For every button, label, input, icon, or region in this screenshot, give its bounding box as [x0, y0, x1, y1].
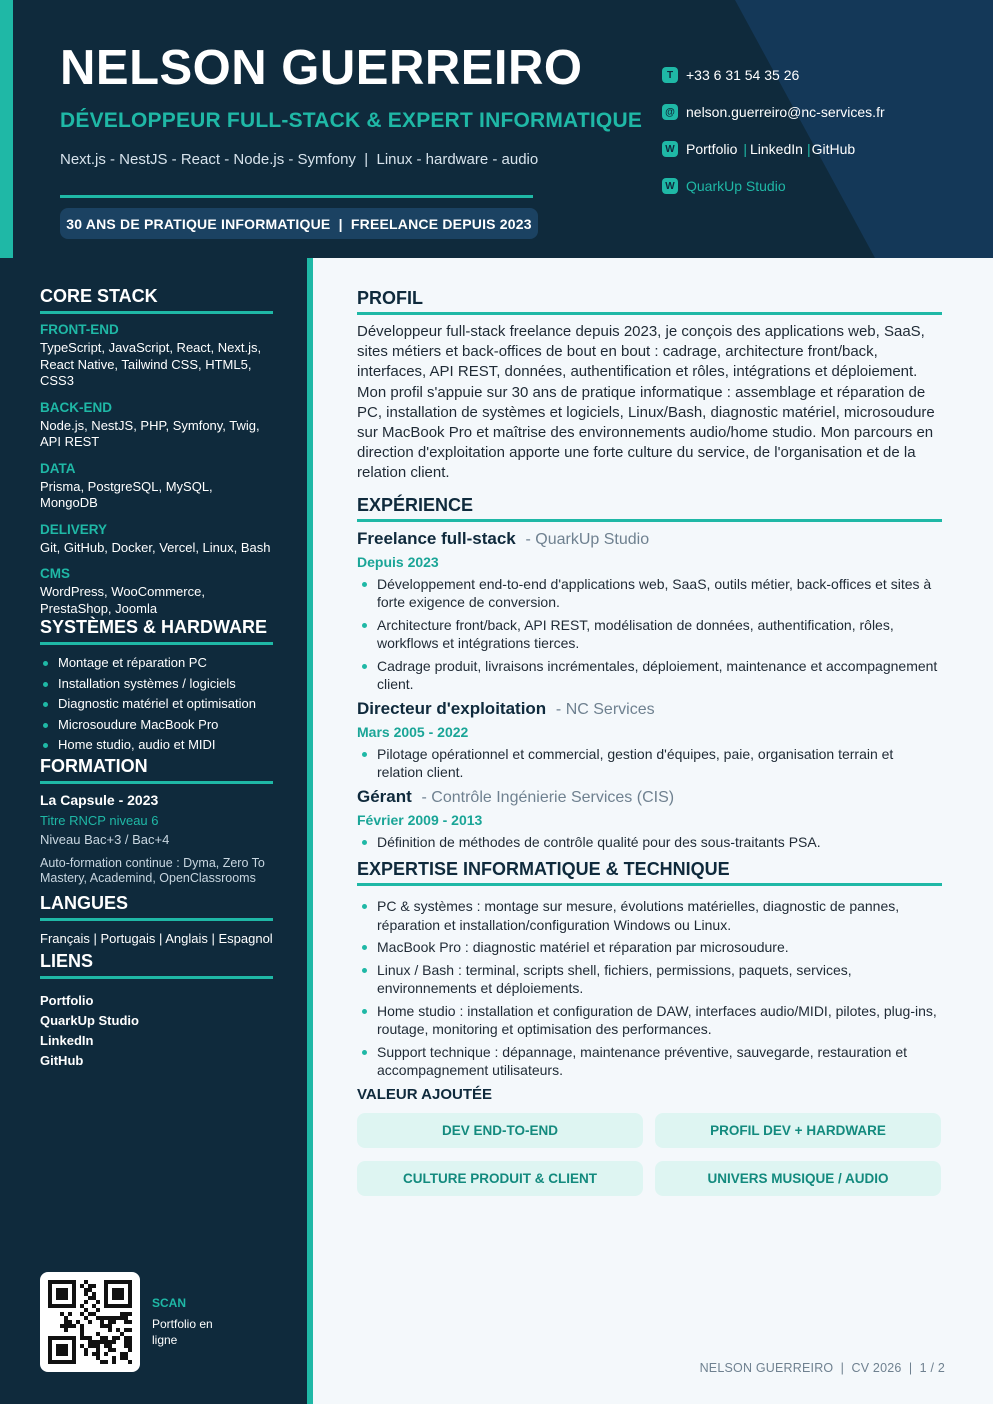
contact-list	[662, 66, 885, 214]
job-entry	[357, 699, 942, 782]
job-title: Gérant	[357, 786, 412, 806]
linkedin-link[interactable]: LinkedIn	[750, 141, 803, 157]
job-title-row	[357, 787, 942, 807]
sidebar-content	[40, 286, 273, 1071]
list-item: Définition de méthodes de contrôle qualité pour des sous-traitants PSA.	[357, 833, 942, 852]
job-entry	[357, 787, 942, 852]
email-icon: @	[662, 104, 678, 120]
value-heading: VALEUR AJOUTÉE	[357, 1085, 493, 1103]
job-dates: Depuis 2023	[357, 553, 439, 570]
job-bullets	[357, 575, 942, 694]
experience-badge: 30 ANS DE PRATIQUE INFORMATIQUE | FREELANCE DEPUIS 2023	[60, 208, 538, 239]
stack-group-label: BACK-END	[40, 399, 112, 415]
list-item: Montage et réparation PC	[40, 653, 273, 674]
systems-list	[40, 653, 273, 756]
expertise-bullets	[357, 897, 942, 1080]
stack-group-label: DELIVERY	[40, 521, 108, 537]
list-item: Diagnostic matériel et optimisation	[40, 694, 273, 715]
expertise-heading: EXPERTISE INFORMATIQUE & TECHNIQUE	[357, 859, 942, 886]
links-list	[40, 991, 273, 1071]
email-address[interactable]: nelson.guerreiro@nc-services.fr	[686, 104, 885, 120]
phone-icon: T	[662, 67, 678, 83]
formation-title: La Capsule - 2023	[40, 791, 159, 808]
experience-heading: EXPÉRIENCE	[357, 495, 942, 522]
job-title: Directeur d'exploitation	[357, 698, 547, 718]
web-icon: W	[662, 178, 678, 194]
stack-group-delivery	[40, 522, 273, 557]
link-github[interactable]: GitHub	[40, 1053, 84, 1068]
main-content	[357, 288, 942, 1196]
job-title-row	[357, 699, 942, 719]
portfolio-link[interactable]: Portfolio	[686, 141, 738, 157]
job-bullets	[357, 745, 942, 782]
link-linkedin[interactable]: LinkedIn	[40, 1033, 94, 1048]
stack-group-data	[40, 461, 273, 512]
link-separator: |	[806, 141, 811, 157]
list-item: Support technique : dépannage, maintenance préventive, sauvegarde, restauration et accompagnement utilisateurs.	[357, 1043, 942, 1080]
stack-group-text: Node.js, NestJS, PHP, Symfony, Twig, API REST	[40, 417, 260, 449]
job-dates: Mars 2005 - 2022	[357, 723, 469, 740]
job-title: Freelance full-stack	[357, 528, 516, 548]
scan-caption: Portfolio en ligne	[152, 1317, 213, 1347]
stack-group-cms	[40, 566, 273, 617]
link-portfolio[interactable]: Portfolio	[40, 993, 94, 1008]
list-item: Pilotage opérationnel et commercial, gestion d'équipes, paie, organisation terrain et relation client.	[357, 745, 942, 782]
stack-group-text: WordPress, WooCommerce, PrestaShop, Joomla	[40, 584, 205, 616]
phone-number[interactable]: +33 6 31 54 35 26	[686, 67, 800, 83]
value-card: DEV END-TO-END	[357, 1113, 643, 1148]
value-card: UNIVERS MUSIQUE / AUDIO	[655, 1161, 941, 1196]
systems-heading: SYSTÈMES & HARDWARE	[40, 617, 273, 645]
stack-group-backend	[40, 400, 273, 451]
candidate-name: NELSON GUERREIRO	[60, 41, 583, 95]
list-item: Cadrage produit, livraisons incrémentales, déploiement, maintenance et accompagnement client.	[357, 657, 942, 694]
profile-heading: PROFIL	[357, 288, 942, 315]
formation-subtitle: Titre RNCP niveau 6	[40, 812, 159, 828]
formation-level: Niveau Bac+3 / Bac+4	[40, 831, 170, 847]
job-company: - QuarkUp Studio	[525, 530, 650, 548]
contact-studio[interactable]	[662, 177, 885, 195]
list-item: Home studio : installation et configuration de DAW, interfaces audio/MIDI, pilotes, plug-ins, routage, monitoring et optimisation des performances.	[357, 1002, 942, 1039]
job-company: - Contrôle Ingénierie Services (CIS)	[421, 788, 675, 806]
github-link[interactable]: GitHub	[811, 141, 856, 157]
stack-summary: Next.js - NestJS - React - Node.js - Symfony | Linux - hardware - audio	[60, 151, 539, 168]
core-stack-heading: CORE STACK	[40, 286, 273, 314]
list-item: Architecture front/back, API REST, modélisation de données, authentification, rôles, workflows et intégrations tierces.	[357, 616, 942, 653]
scan-label: SCAN	[152, 1296, 187, 1310]
contact-web-links	[662, 140, 885, 158]
list-item: MacBook Pro : diagnostic matériel et réparation par microsoudure.	[357, 938, 942, 957]
job-title-row	[357, 529, 942, 549]
qr-code-icon	[48, 1280, 132, 1364]
languages-text: Français | Portugais | Anglais | Espagnol	[40, 930, 273, 946]
list-item: Home studio, audio et MIDI	[40, 735, 273, 756]
stack-group-text: Git, GitHub, Docker, Vercel, Linux, Bash	[40, 539, 271, 555]
value-card: CULTURE PRODUIT & CLIENT	[357, 1161, 643, 1196]
list-item: Développement end-to-end d'applications web, SaaS, outils métier, back-offices et sites à forte exigence de conversion.	[357, 575, 942, 612]
formation-heading: FORMATION	[40, 756, 273, 784]
job-bullets	[357, 833, 942, 852]
header-banner	[0, 0, 993, 258]
job-dates: Février 2009 - 2013	[357, 811, 483, 828]
header-divider	[60, 195, 533, 198]
stack-group-label: DATA	[40, 460, 76, 476]
stack-group-text: Prisma, PostgreSQL, MySQL, MongoDB	[40, 478, 213, 510]
link-quarkup-studio[interactable]: QuarkUp Studio	[40, 1013, 139, 1028]
candidate-role: DÉVELOPPEUR FULL-STACK & EXPERT INFORMATIQUE	[60, 109, 643, 132]
qr-code[interactable]	[40, 1272, 140, 1372]
languages-heading: LANGUES	[40, 893, 273, 921]
stack-group-frontend	[40, 322, 273, 390]
link-separator: |	[743, 141, 747, 157]
web-icon: W	[662, 141, 678, 157]
formation-self-learning: Auto-formation continue : Dyma, Zero To Mastery, Academind, OpenClassrooms	[40, 855, 265, 885]
job-entry	[357, 529, 942, 694]
studio-link[interactable]: QuarkUp Studio	[686, 178, 786, 194]
contact-email[interactable]	[662, 103, 885, 121]
job-company: - NC Services	[555, 700, 655, 718]
sidebar	[0, 258, 307, 1404]
list-item: Microsoudure MacBook Pro	[40, 715, 273, 736]
stack-group-label: CMS	[40, 566, 70, 581]
sidebar-accent-edge	[307, 258, 313, 1404]
page-footer: NELSON GUERREIRO | CV 2026 | 1 / 2	[699, 1361, 945, 1375]
list-item: Linux / Bash : terminal, scripts shell, fichiers, permissions, paquets, services, environnements et déploiements.	[357, 961, 942, 998]
list-item: PC & systèmes : montage sur mesure, évolutions matérielles, diagnostic de pannes, réparation et installation/configuration Windows ou Linux.	[357, 897, 942, 934]
profile-text: Développeur full-stack freelance depuis 2023, je conçois des applications web, SaaS, sites métiers et back-offices de bout en bout : cadrage, architecture front/back, interfaces, API REST, données, authentification et rôles, intégrations et déploiement. Mon profil s'appuie sur 30 ans de pratique informatique : assemblage et réparation de PC, installation de systèmes et logiciels, Linux/Bash, diagnostic matériel, microsoudure sur MacBook Pro et maîtrise des environnements audio/home studio. Mon parcours en direction d'exploitation apporte une forte culture du service, de l'organisation et de la relation client.	[357, 323, 935, 482]
links-heading: LIENS	[40, 951, 273, 979]
value-cards	[357, 1113, 942, 1196]
list-item: Installation systèmes / logiciels	[40, 674, 273, 695]
contact-phone[interactable]	[662, 66, 885, 84]
value-card: PROFIL DEV + HARDWARE	[655, 1113, 941, 1148]
stack-group-label: FRONT-END	[40, 322, 119, 337]
stack-group-text: TypeScript, JavaScript, React, Next.js, React Native, Tailwind CSS, HTML5, CSS3	[40, 340, 262, 388]
